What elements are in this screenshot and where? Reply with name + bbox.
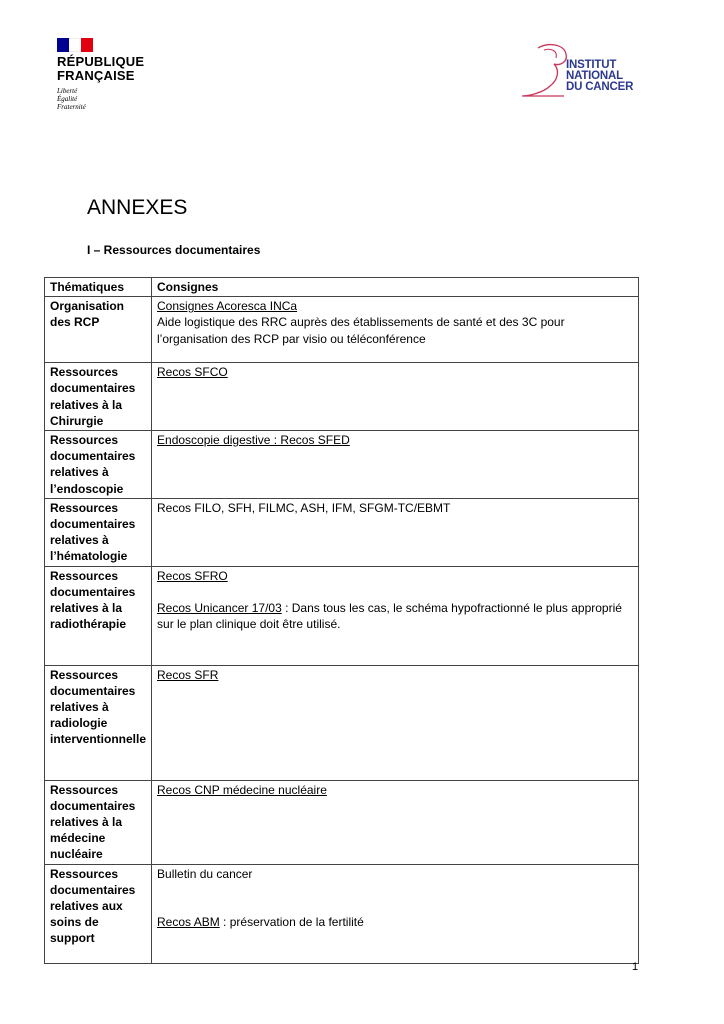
row-consignes xyxy=(152,864,639,963)
row-theme: Ressources documentaires relatives à l’hématologie xyxy=(45,498,152,566)
table-row xyxy=(45,297,639,363)
row-theme: Ressources documentaires relatives à la médecine nucléaire xyxy=(45,780,152,864)
table-row xyxy=(45,566,639,665)
row-consignes xyxy=(152,566,639,665)
republique-francaise-logo xyxy=(57,38,167,111)
table-header-row xyxy=(45,278,639,297)
table-row xyxy=(45,363,639,431)
table-row xyxy=(45,431,639,499)
row-consignes: Recos FILO, SFH, FILMC, ASH, IFM, SFGM-TC/EBMT xyxy=(152,498,639,566)
resources-table xyxy=(44,277,639,964)
table-row xyxy=(45,498,639,566)
inca-line1: INSTITUT xyxy=(566,59,617,71)
link-recos-cnp[interactable]: Recos CNP médecine nucléaire xyxy=(157,782,327,797)
link-recos-sfed[interactable]: Endoscopie digestive : Recos SFED xyxy=(157,433,350,448)
rf-name-line1: RÉPUBLIQUE xyxy=(57,54,145,69)
table-row xyxy=(45,864,639,963)
header-thematiques: Thématiques xyxy=(45,278,152,297)
table-row xyxy=(45,780,639,864)
section-title: I – Ressources documentaires xyxy=(87,243,261,257)
header-consignes: Consignes xyxy=(152,278,639,297)
row-theme: Ressources documentaires relatives à l’endoscopie xyxy=(45,431,152,499)
rf-name-line2: FRANÇAISE xyxy=(57,68,135,83)
link-acoresca[interactable]: Consignes Acoresca INCa xyxy=(157,299,298,314)
link-recos-sfr[interactable]: Recos SFR xyxy=(157,667,219,682)
rf-motto xyxy=(57,87,167,111)
rf-motto-fraternite: Fraternité xyxy=(57,103,86,111)
row-consignes xyxy=(152,297,639,363)
rf-motto-liberte: Liberté xyxy=(57,87,78,95)
inca-logo-text xyxy=(566,60,633,93)
link-recos-abm[interactable]: Recos ABM xyxy=(157,914,220,929)
rf-motto-egalite: Égalité xyxy=(57,95,78,103)
inca-line3: DU CANCER xyxy=(566,81,634,93)
marianne-flag-icon xyxy=(57,38,93,52)
row-consignes xyxy=(152,431,639,499)
row-consignes xyxy=(152,363,639,431)
row-text: Bulletin du cancer xyxy=(157,866,253,881)
row-theme: Ressources documentaires relatives à la radiothérapie xyxy=(45,566,152,665)
link-recos-sfco[interactable]: Recos SFCO xyxy=(157,365,228,380)
inca-line2: NATIONAL xyxy=(566,70,623,82)
page-number: 1 xyxy=(632,961,639,973)
page-title: ANNEXES xyxy=(87,196,188,219)
row-text: : préservation de la fertilité xyxy=(219,914,364,929)
row-theme: Ressources documentaires relatives aux soins de support xyxy=(45,864,152,963)
row-text: : Dans tous les cas, le schéma hypofractionné le plus approprié sur le plan clinique doit être utilisé. xyxy=(157,600,622,632)
row-theme: Ressources documentaires relatives à la Chirurgie xyxy=(45,363,152,431)
row-theme: Organisation des RCP xyxy=(45,297,152,363)
link-recos-unicancer[interactable]: Recos Unicancer 17/03 xyxy=(157,600,282,615)
link-recos-sfro[interactable]: Recos SFRO xyxy=(157,568,228,583)
row-theme: Ressources documentaires relatives à radiologie interventionnelle xyxy=(45,665,152,780)
row-consignes xyxy=(152,665,639,780)
row-text: Aide logistique des RRC auprès des établissements de santé et des 3C pour l’organisation des RCP par visio ou téléconférence xyxy=(157,315,565,346)
table-row xyxy=(45,665,639,780)
row-consignes xyxy=(152,780,639,864)
